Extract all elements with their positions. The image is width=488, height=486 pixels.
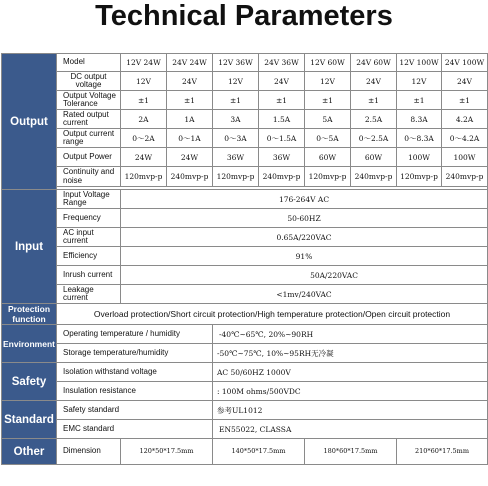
noise-cell: 120mvp-p (397, 167, 442, 187)
section-other: Other (2, 439, 57, 465)
model-cell: 12V 36W (213, 54, 259, 72)
tolerance-cell: ±1 (213, 91, 259, 110)
current-range-cell: 0～2.5A (351, 129, 397, 148)
input-voltage-value: 176-264V AC (121, 190, 488, 209)
current-range-cell: 0～5A (305, 129, 351, 148)
noise-cell: 120mvp-p (305, 167, 351, 187)
leakage-label: Leakage current (57, 285, 121, 304)
power-cell: 24W (121, 148, 167, 167)
resistance-value: : 100M ohms/500VDC (213, 382, 488, 401)
section-protection: Protection function (2, 304, 57, 325)
leakage-value: <1mv/240VAC (121, 285, 488, 304)
model-cell: 12V 24W (121, 54, 167, 72)
power-cell: 100W (397, 148, 442, 167)
tolerance-cell: ±1 (305, 91, 351, 110)
section-environment: Environment (2, 325, 57, 363)
power-label: Output Power (57, 148, 121, 167)
input-voltage-label: Input Voltage Range (57, 190, 121, 209)
safety-standard-row (2, 401, 488, 420)
isolation-value: AC 50/60HZ 1000V (213, 363, 488, 382)
resistance-row (2, 382, 488, 401)
power-cell: 60W (351, 148, 397, 167)
model-cell: 24V 60W (351, 54, 397, 72)
noise-cell: 120mvp-p (213, 167, 259, 187)
dc-voltage-row (2, 72, 488, 91)
model-row (2, 54, 488, 72)
inrush-row (2, 266, 488, 285)
rated-current-label: Rated output current (57, 110, 121, 129)
dc-voltage-cell: 12V (305, 72, 351, 91)
tolerance-cell: ±1 (167, 91, 213, 110)
noise-row (2, 167, 488, 187)
current-range-cell: 0～1.5A (259, 129, 305, 148)
input-voltage-row (2, 190, 488, 209)
isolation-label: Isolation withstand voltage (57, 363, 213, 382)
current-range-cell: 0～3A (213, 129, 259, 148)
inrush-label: Inrush current (57, 266, 121, 285)
power-cell: 60W (305, 148, 351, 167)
current-range-cell: 0～4.2A (442, 129, 488, 148)
emc-row (2, 420, 488, 439)
safety-standard-label: Safety standard (57, 401, 213, 420)
rated-current-row (2, 110, 488, 129)
tolerance-cell: ±1 (351, 91, 397, 110)
ac-current-label: AC input current (57, 228, 121, 247)
resistance-label: Insulation resistance (57, 382, 213, 401)
storage-label: Storage temperature/humidity (57, 344, 213, 363)
power-row (2, 148, 488, 167)
dc-voltage-cell: 24V (167, 72, 213, 91)
model-cell: 24V 24W (167, 54, 213, 72)
op-temp-value: -40℃~65℃, 20%~90RH (213, 325, 488, 344)
noise-cell: 120mvp-p (121, 167, 167, 187)
rated-current-cell: 8.3A (397, 110, 442, 129)
current-range-cell: 0～1A (167, 129, 213, 148)
dc-voltage-cell: 24V (442, 72, 488, 91)
tolerance-label: Output Voltage Tolerance (57, 91, 121, 110)
efficiency-row (2, 247, 488, 266)
rated-current-cell: 5A (305, 110, 351, 129)
protection-value: Overload protection/Short circuit protection/High temperature protection/Open circuit protection (57, 304, 488, 325)
dimension-label: Dimension (57, 439, 121, 465)
current-range-label: Output current range (57, 129, 121, 148)
tolerance-cell: ±1 (397, 91, 442, 110)
parameters-table (1, 53, 488, 465)
rated-current-cell: 4.2A (442, 110, 488, 129)
model-cell: 12V 60W (305, 54, 351, 72)
model-cell: 12V 100W (397, 54, 442, 72)
power-cell: 36W (259, 148, 305, 167)
ac-current-row (2, 228, 488, 247)
emc-value: EN55022, CLASSA (213, 420, 488, 439)
safety-standard-value: 参考UL1012 (213, 401, 488, 420)
protection-row (2, 304, 488, 325)
dimension-cell: 120*50*17.5mm (121, 439, 213, 465)
dc-voltage-cell: 12V (121, 72, 167, 91)
emc-label: EMC standard (57, 420, 213, 439)
noise-label: Continuity and noise (57, 167, 121, 187)
rated-current-cell: 2.5A (351, 110, 397, 129)
storage-row (2, 344, 488, 363)
dc-voltage-cell: 12V (397, 72, 442, 91)
op-temp-row (2, 325, 488, 344)
power-cell: 36W (213, 148, 259, 167)
dimension-cell: 210*60*17.5mm (397, 439, 488, 465)
section-safety: Safety (2, 363, 57, 401)
tolerance-cell: ±1 (121, 91, 167, 110)
current-range-cell: 0～2A (121, 129, 167, 148)
rated-current-cell: 2A (121, 110, 167, 129)
frequency-row (2, 209, 488, 228)
isolation-row (2, 363, 488, 382)
current-range-cell: 0～8.3A (397, 129, 442, 148)
model-cell: 24V 100W (442, 54, 488, 72)
dc-voltage-cell: 24V (259, 72, 305, 91)
dimension-cell: 140*50*17.5mm (213, 439, 305, 465)
ac-current-value: 0.65A/220VAC (121, 228, 488, 247)
noise-cell: 240mvp-p (259, 167, 305, 187)
rated-current-cell: 1.5A (259, 110, 305, 129)
tolerance-cell: ±1 (259, 91, 305, 110)
dc-voltage-label: DC output voltage (57, 72, 121, 91)
tolerance-row (2, 91, 488, 110)
power-cell: 24W (167, 148, 213, 167)
noise-cell: 240mvp-p (167, 167, 213, 187)
rated-current-cell: 1A (167, 110, 213, 129)
dc-voltage-cell: 12V (213, 72, 259, 91)
page-title: Technical Parameters (95, 0, 393, 32)
op-temp-label: Operating temperature / humidity (57, 325, 213, 344)
frequency-label: Frequency (57, 209, 121, 228)
efficiency-label: Efficiency (57, 247, 121, 266)
dc-voltage-cell: 24V (351, 72, 397, 91)
storage-value: -50℃~75℃, 10%~95RH无冷凝 (213, 344, 488, 363)
rated-current-cell: 3A (213, 110, 259, 129)
leakage-row (2, 285, 488, 304)
section-input: Input (2, 190, 57, 304)
current-range-row (2, 129, 488, 148)
noise-cell: 240mvp-p (442, 167, 488, 187)
efficiency-value: 91% (121, 247, 488, 266)
section-standard: Standard (2, 401, 57, 439)
dimension-cell: 180*60*17.5mm (305, 439, 397, 465)
model-label: Model (57, 54, 121, 72)
noise-cell: 240mvp-p (351, 167, 397, 187)
power-cell: 100W (442, 148, 488, 167)
dimension-row (2, 439, 488, 465)
tolerance-cell: ±1 (442, 91, 488, 110)
model-cell: 24V 36W (259, 54, 305, 72)
section-output: Output (2, 54, 57, 190)
inrush-value: 50A/220VAC (121, 266, 488, 285)
frequency-value: 50-60HZ (121, 209, 488, 228)
